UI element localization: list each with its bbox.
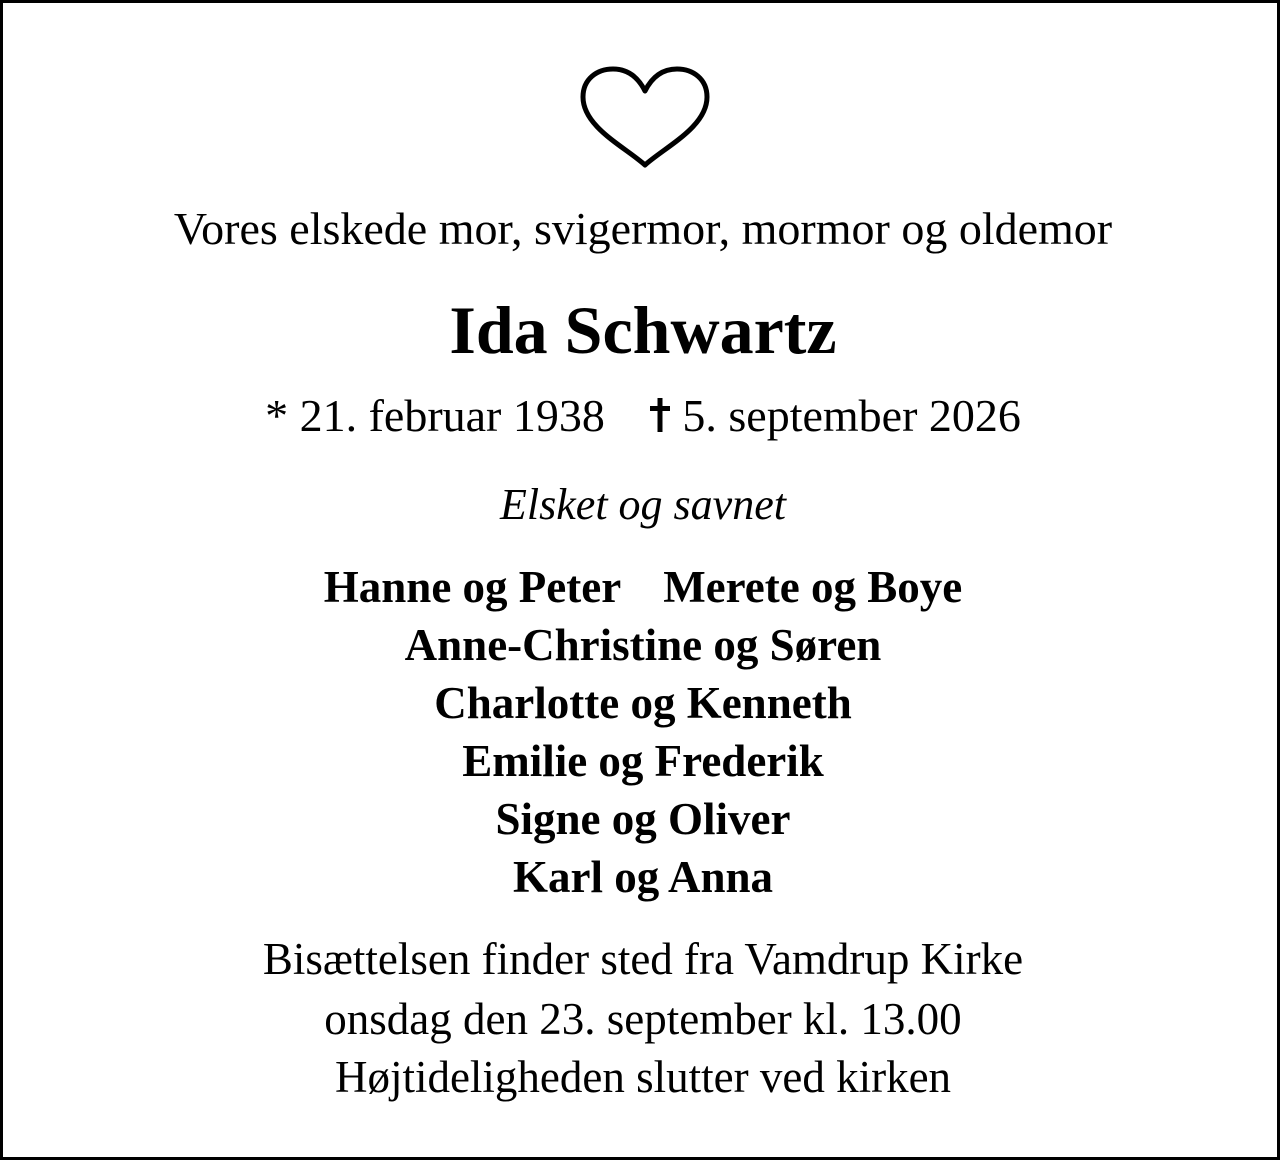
family-line: Emilie og Frederik [462,736,824,786]
service-time-line: onsdag den 23. september kl. 13.00 [324,994,962,1044]
family-line: Signe og Oliver [495,794,791,844]
death-date: 5. september 2026 [682,390,1021,441]
service-note-line: Højtideligheden slutter ved kirken [334,1052,952,1102]
family-line: Anne-Christine og Søren [404,620,882,670]
deceased-name: Ida Schwartz [449,292,837,368]
cross-icon [649,397,671,433]
family-name: Merete og Boye [663,562,963,612]
intro-text: Vores elskede mor, svigermor, mormor og oldemor [173,203,1113,254]
birth-date: * 21. februar 1938 [265,390,605,441]
tagline-text: Elsket og savnet [500,480,786,529]
family-line: Karl og Anna [512,852,774,902]
family-line [3,562,1280,612]
family-name: Hanne og Peter [323,562,622,612]
service-location-line: Bisættelsen finder sted fra Vamdrup Kirke [262,934,1024,984]
family-line: Charlotte og Kenneth [434,678,852,728]
heart-icon [573,65,717,173]
life-dates [3,390,1280,441]
